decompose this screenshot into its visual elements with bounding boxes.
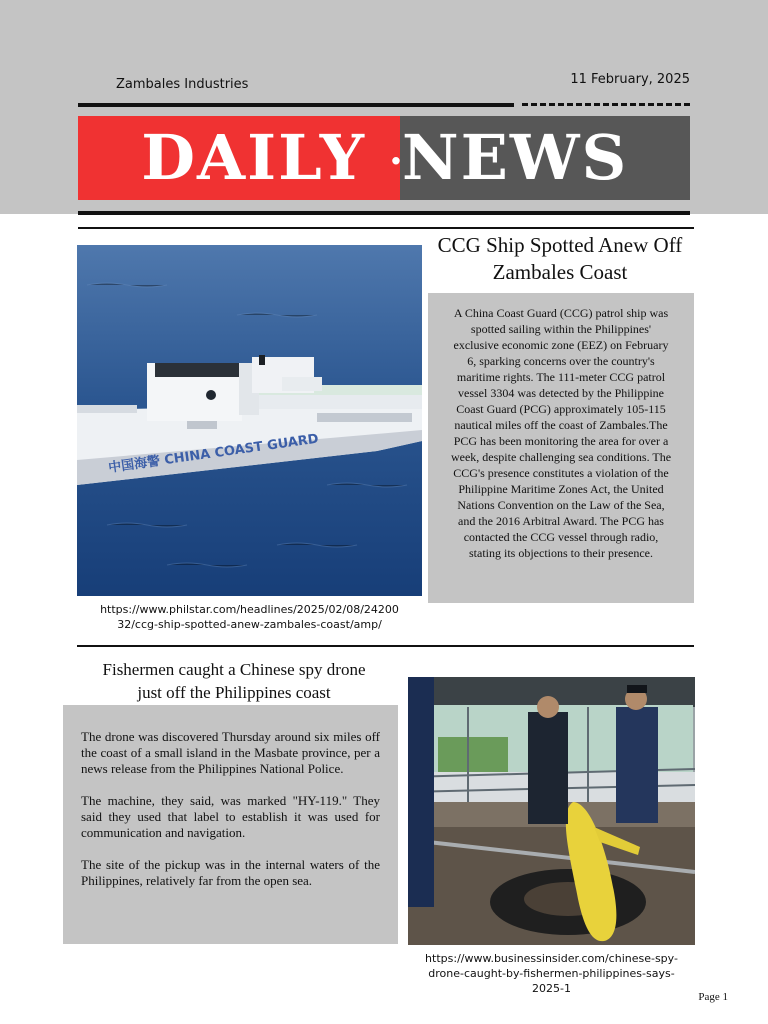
ship-hull-text: 中国海警 CHINA COAST GUARD	[107, 431, 320, 476]
masthead-separator: ·	[389, 138, 403, 185]
article2-headline	[62, 658, 406, 704]
article2-headline-line: just off the Philippines coast	[137, 683, 331, 702]
article1-caption-line: https://www.philstar.com/headlines/2025/02/08/24200	[100, 603, 399, 616]
article1-body-box	[428, 293, 694, 603]
article2-paragraph: The machine, they said, was marked "HY-119." They said they used that label to establish it was used for communication and navigation.	[81, 793, 380, 840]
article1-caption	[77, 602, 422, 632]
article2-body-box	[63, 705, 398, 944]
article2-headline-line: Fishermen caught a Chinese spy drone	[102, 660, 366, 679]
masthead-left-panel	[78, 116, 400, 200]
article1-headline: CCG Ship Spotted Anew Off Zambales Coast	[437, 233, 683, 284]
article2-caption-line: drone-caught-by-fishermen-philippines-says-	[428, 967, 675, 980]
masthead	[78, 116, 690, 200]
article1-caption-line: 32/ccg-ship-spotted-anew-zambales-coast/amp/	[117, 618, 382, 631]
article2-caption	[408, 951, 695, 996]
article2-paragraph: The drone was discovered Thursday around six miles off the coast of a small island in the Masbate province, per a news release from the Philippines National Police.	[81, 729, 380, 776]
issue-date: 11 February, 2025	[570, 72, 690, 87]
spy-drone-illustration	[408, 677, 695, 945]
masthead-rule-thick	[78, 211, 690, 215]
article2-caption-line: 2025-1	[532, 982, 571, 995]
masthead-daily: DAILY	[141, 121, 366, 194]
ccg-ship-illustration	[77, 245, 422, 596]
article2-caption-line: https://www.businessinsider.com/chinese-spy-	[425, 952, 678, 965]
section-rule-top	[78, 227, 694, 229]
ccg-ship-photo	[77, 245, 422, 596]
page-number: Page 1	[698, 991, 728, 1003]
header-rule	[78, 103, 514, 107]
masthead-right-panel	[400, 116, 690, 200]
article2-paragraph: The site of the pickup was in the internal waters of the Philippines, relatively far from the open sea.	[81, 857, 380, 888]
article1-body: A China Coast Guard (CCG) patrol ship was spotted sailing within the Philippines' exclusive economic zone (EEZ) on February 6, sparking concerns over the country's maritime rights. The 111-meter CCG patrol vessel 3304 was detected by the Philippine Coast Guard (PCG) approximately 105-115 nautical miles off the coast of Zambales.The PCG has been monitoring the area for over a week, despite challenging sea conditions. The CCG's presence constitutes a violation of the Philippine Maritime Zones Act, the United Nations Convention on the Law of the Sea, and the 2016 Arbitral Award. The PCG has contacted the CCG vessel through radio, stating its objections to their presence.	[450, 306, 672, 560]
masthead-news: NEWS	[402, 121, 629, 194]
publisher-name: Zambales Industries	[116, 77, 249, 92]
header-dashed-rule	[522, 103, 690, 106]
spy-drone-photo	[408, 677, 695, 945]
section-rule-middle	[77, 645, 694, 647]
